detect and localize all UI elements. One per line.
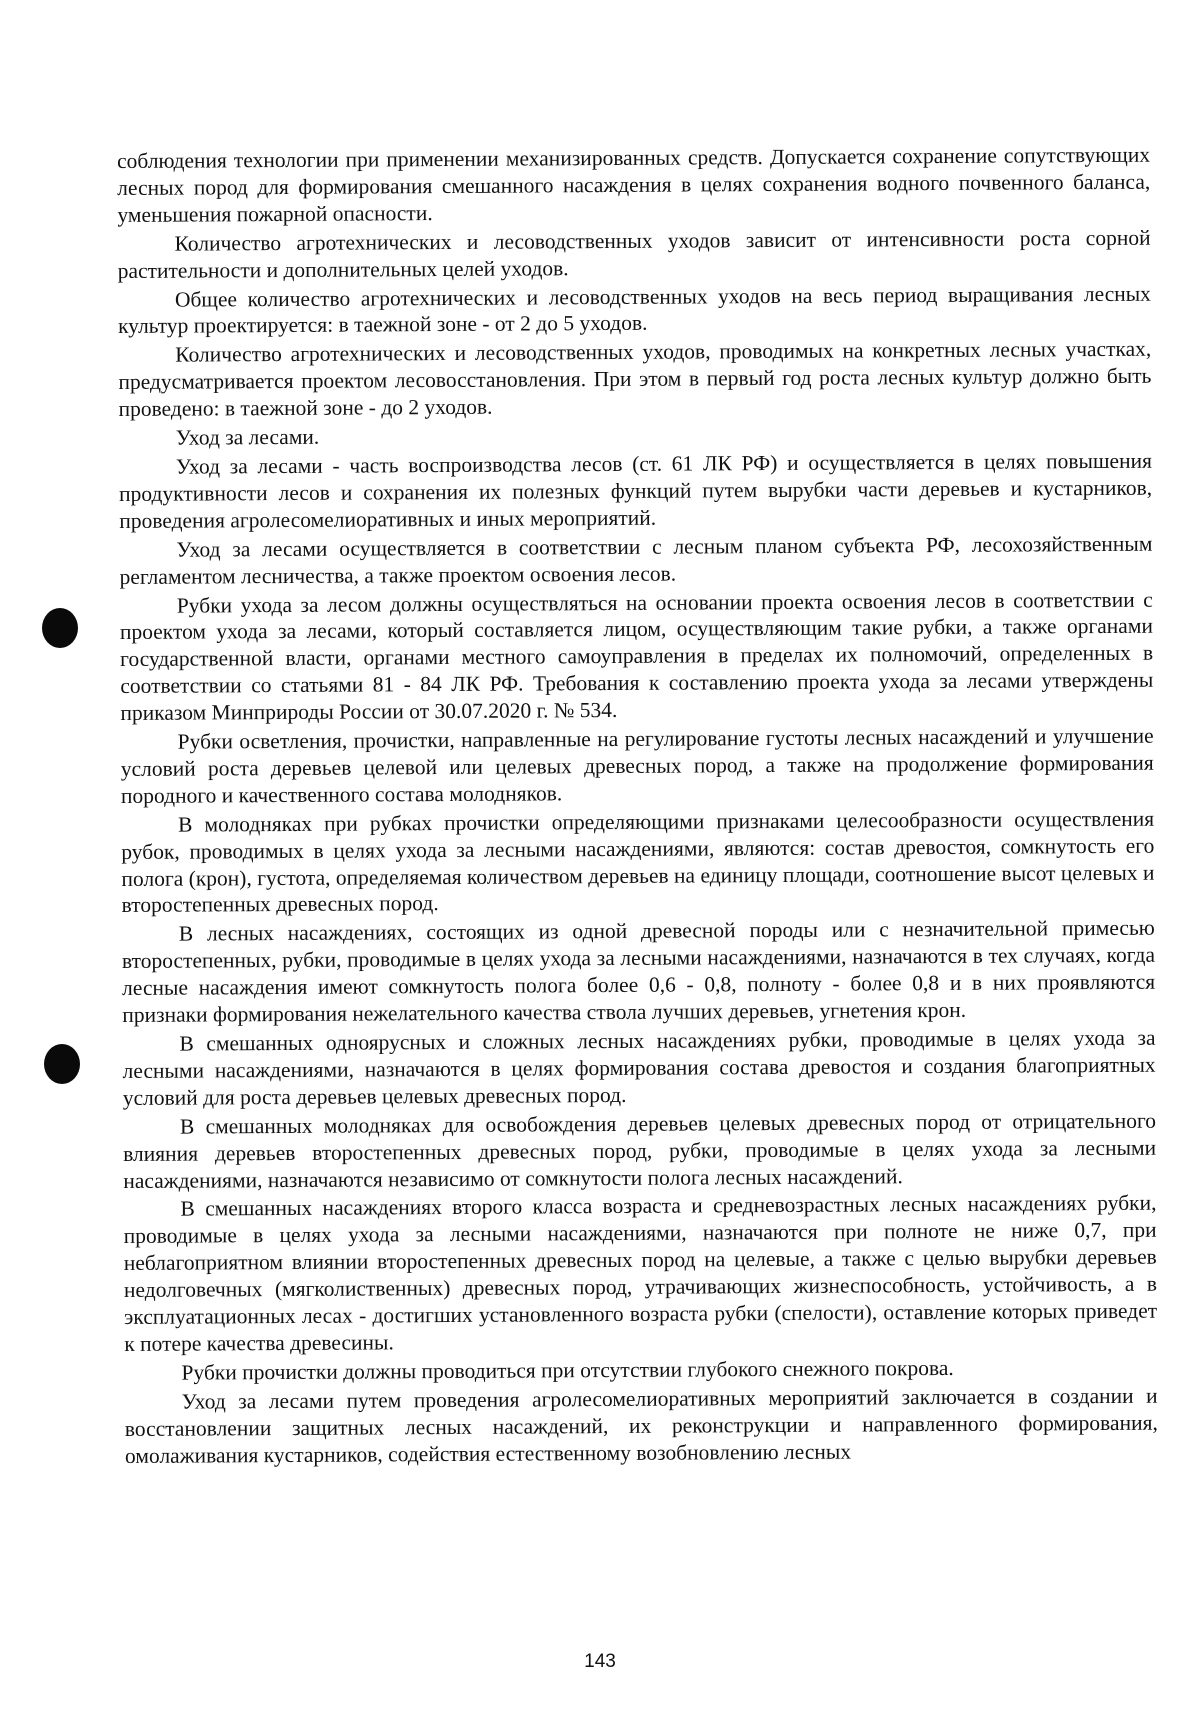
punch-hole — [44, 1044, 80, 1084]
paragraph: Количество агротехнических и лесоводственных уходов зависит от интенсивности роста сорной растительности и дополнительных целей уходов. — [117, 225, 1151, 283]
paragraph: В лесных насаждениях, состоящих из одной древесной породы или с незначительной примесью второстепенных, рубки, проводимые в целях ухода за лесными насаждениями, назначаются в тех случаях, когда лесные насаждения имеют сомкнутость полога более 0,6 - 0,8, полноту - более 0,8 и в них проявляются признаки формирования нежелательного качества ствола лучших деревьев, угнетения крон. — [121, 916, 1156, 1028]
paragraph: В молодняках при рубках прочистки определяющими признаками целесообразности осуществления рубок, проводимых в целях ухода за лесными насаждениями, являются: состав древостоя, сомкнутость его полога (крон), густота, определяемая количеством деревьев на единицу площади, соотношение высот целевых и второстепенных древесных пород. — [121, 806, 1155, 918]
paragraph: В смешанных молодняках для освобождения деревьев целевых древесных пород от отрицательного влияния деревьев второстепенных древесных пород, рубки, проводимые в целях ухода за лесными насаждениями, назначаются независимо от сомкнутости полога лесных насаждений. — [123, 1108, 1157, 1193]
paragraph: Рубки прочистки должны проводиться при отсутствии глубокого снежного покрова. — [181, 1355, 954, 1385]
paragraph: В смешанных насаждениях второго класса возраста и средневозрастных лесных насаждениях рубки, проводимые в целях ухода за лесными насаждениями, назначаются при полноте не ниже 0,7, при неблагоприятном влиянии второстепенных древесных пород на целевые, а также с целью вырубки деревьев недолговечных (мягколиственных) древесных пород, утрачивающих жизнеспособность, устойчивость, а в эксплуатационных лесах - достигших установленного возраста рубки (спелости), оставление которых приведет к потере качества древесины. — [123, 1191, 1158, 1356]
paragraph: Рубки осветления, прочистки, направленные на регулирование густоты лесных насаждений и улучшение условий роста деревьев целевой или целевых древесных пород, а также на продолжение формирования породного и качественного состава молодняков. — [120, 723, 1154, 808]
paragraph: Уход за лесами путем проведения агролесомелиоративных мероприятий заключается в создании и восстановлении защитных лесных насаждений, их реконструкции и направленного формирования, омолаживания кустарников, содействия естественному возобновлению лесных — [124, 1383, 1158, 1468]
body-text — [117, 142, 1158, 1472]
paragraph: Рубки ухода за лесом должны осуществляться на основании проекта освоения лесов в соответствии с проектом ухода за лесами, который составляется лицом, осуществляющим такие рубки, а также органами государственной власти, органами местного самоуправления в пределах их полномочий, определенных в соответствии со статьями 81 - 84 ЛК РФ. Требования к составлению проекта ухода за лесами утверждены приказом Минприроды России от 30.07.2020 г. № 534. — [119, 587, 1154, 726]
paragraph: Уход за лесами - часть воспроизводства лесов (ст. 61 ЛК РФ) и осуществляется в целях повышения продуктивности лесов и сохранения их полезных функций путем вырубки части деревьев и кустарников, проведения агролесомелиоративных и иных мероприятий. — [119, 448, 1153, 533]
paragraph: соблюдения технологии при применении механизированных средств. Допускается сохранение сопутствующих лесных пород для формирования смешанного насаждения в целях сохранения водного почвенного баланса, уменьшения пожарной опасности. — [117, 142, 1151, 227]
punch-hole — [42, 608, 78, 648]
section-heading: Уход за лесами. — [175, 424, 320, 450]
page-number: 143 — [584, 1651, 616, 1672]
paragraph: В смешанных одноярусных и сложных лесных насаждениях рубки, проводимые в целях ухода за лесными насаждениями, назначаются в целях формирования состава древостоя и создания благоприятных условий для роста деревьев целевых древесных пород. — [122, 1025, 1156, 1110]
paragraph: Уход за лесами осуществляется в соответствии с лесным планом субъекта РФ, лесохозяйственным регламентом лесничества, а также проектом освоения лесов. — [119, 531, 1153, 589]
paragraph: Общее количество агротехнических и лесоводственных уходов на весь период выращивания лесных культур проектируется: в таежной зоне - от 2 до 5 уходов. — [118, 281, 1151, 339]
paragraph: Количество агротехнических и лесоводственных уходов, проводимых на конкретных лесных участках, предусматривается проектом лесовосстановления. При этом в первый год роста лесных культур должно быть проведено: в таежной зоне - до 2 уходов. — [118, 337, 1152, 422]
